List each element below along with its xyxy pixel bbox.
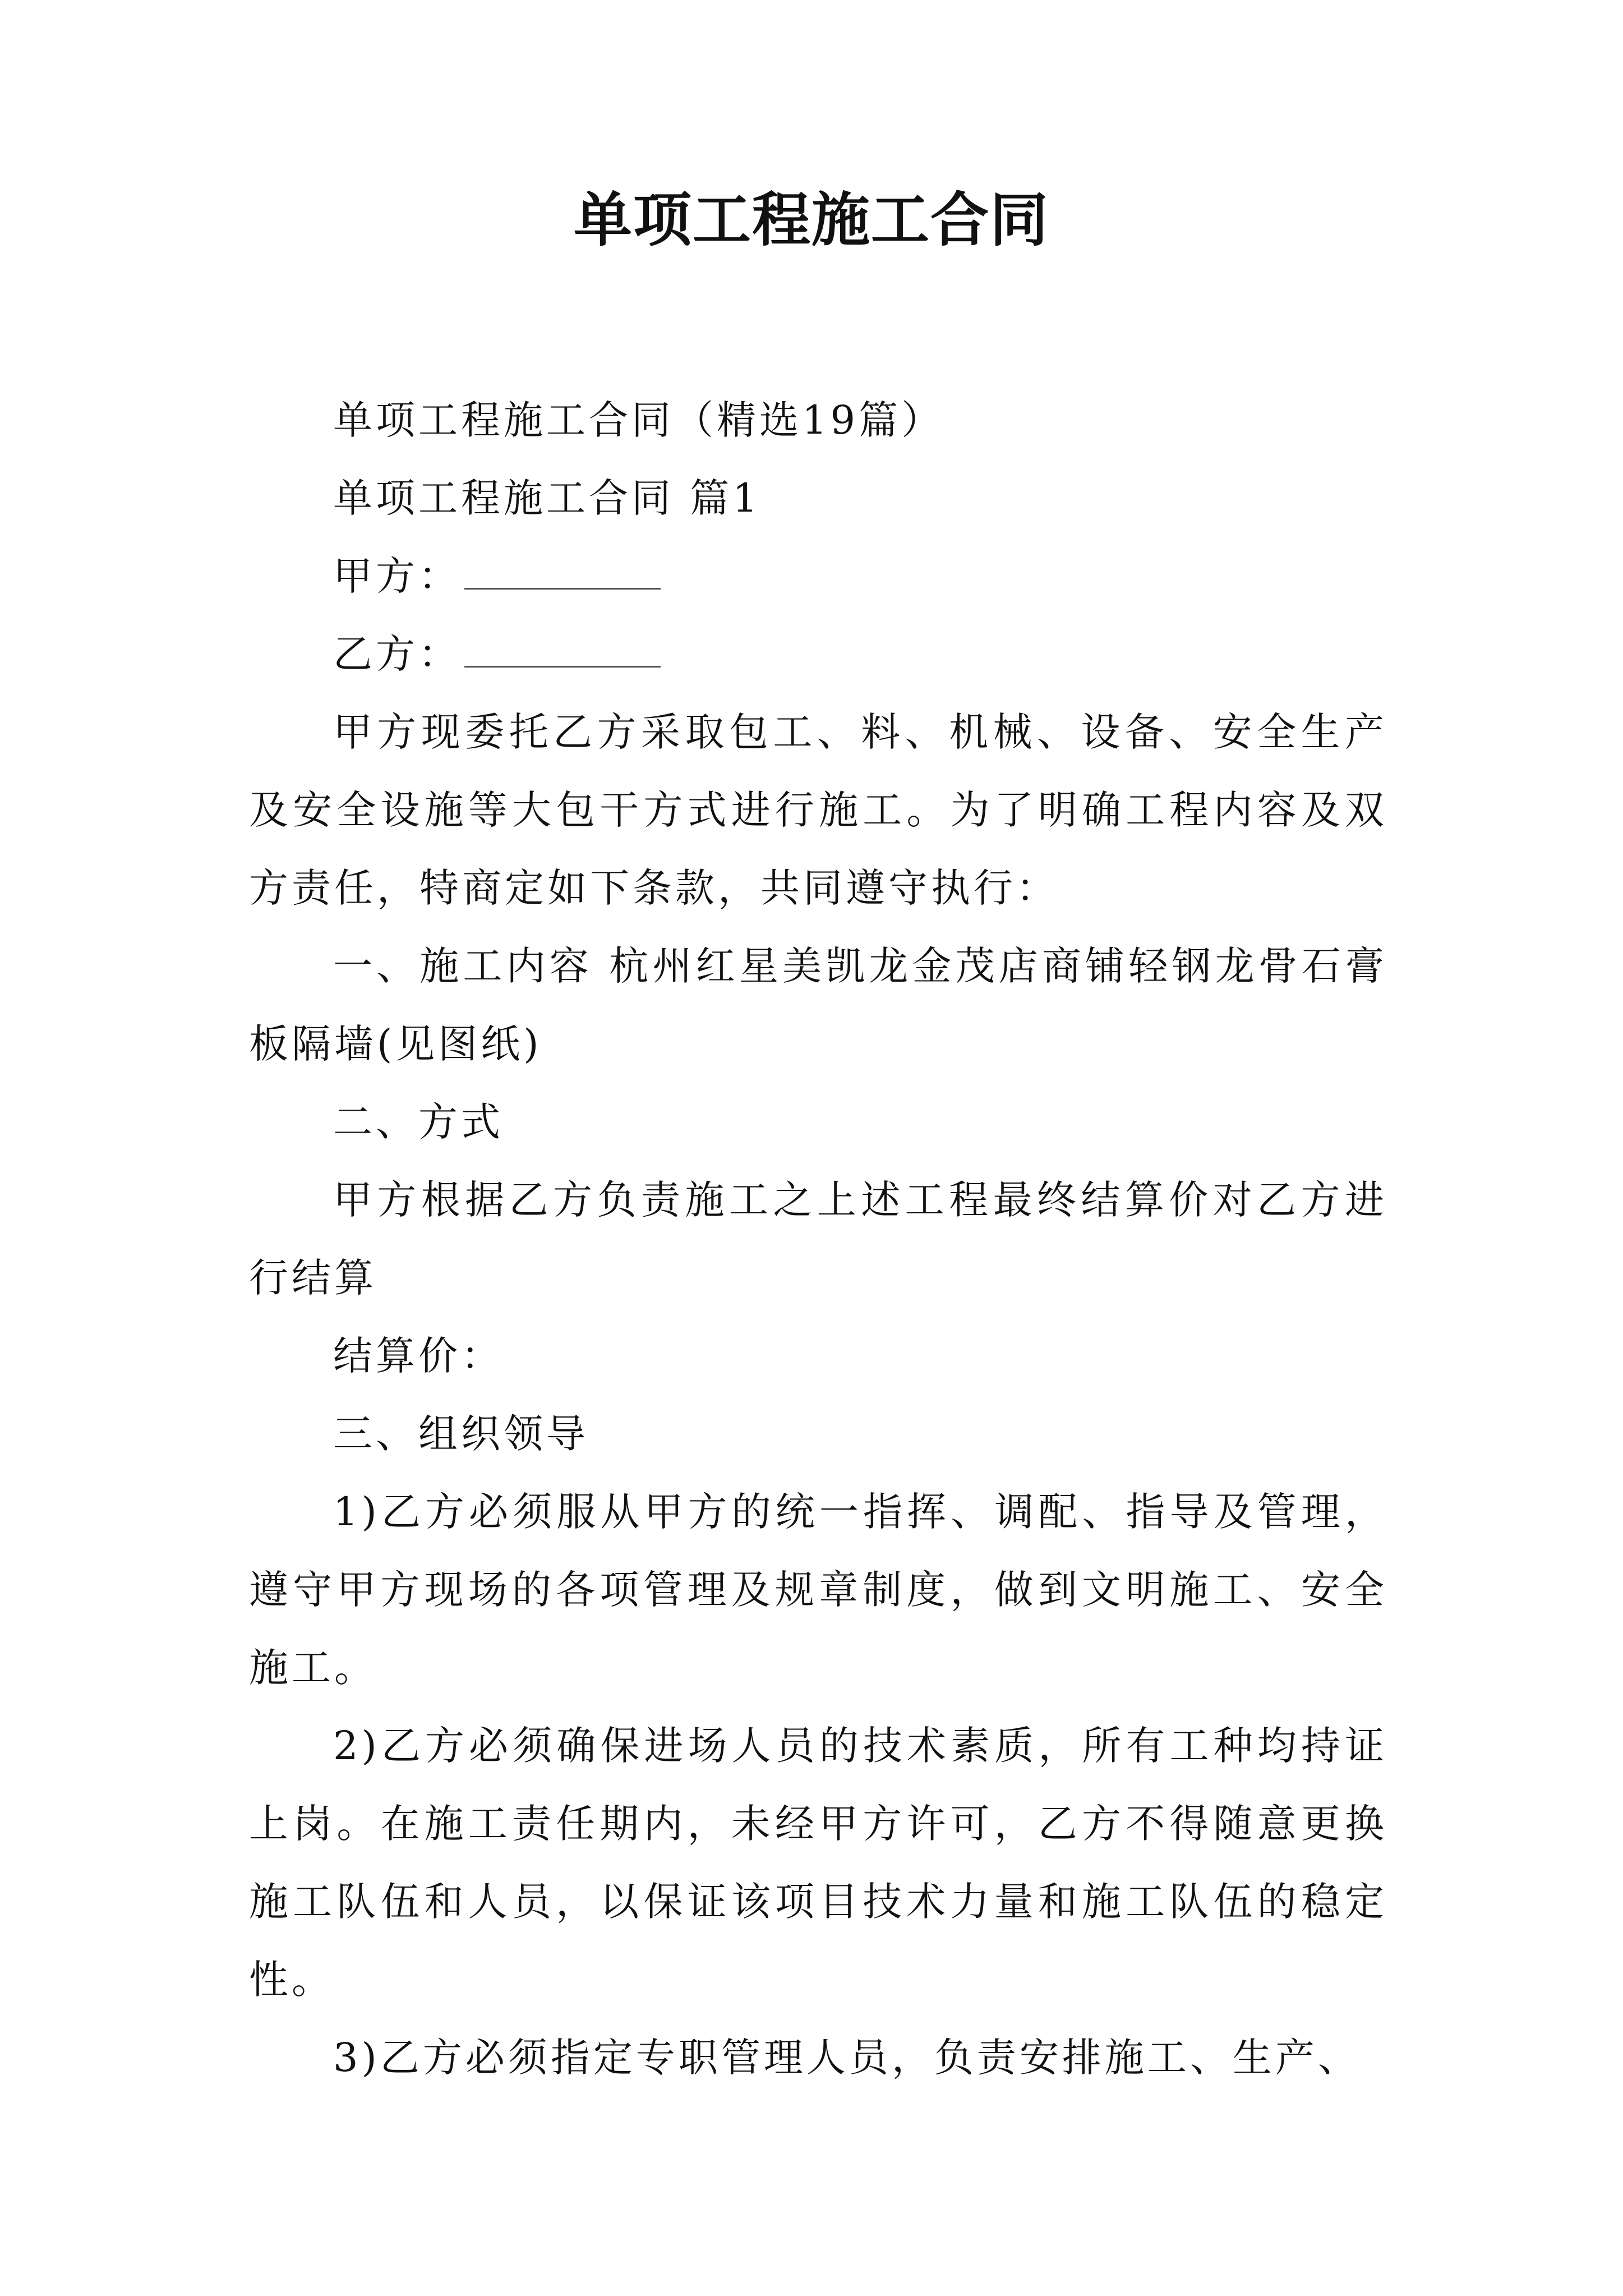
section-heading: 单项工程施工合同 篇1 <box>333 475 761 521</box>
body-paragraph: 三、组织领导 <box>333 1411 589 1457</box>
body-paragraph: 二、方式 <box>333 1099 504 1145</box>
party-b-blank <box>464 633 661 668</box>
party-a-label: 甲方： <box>333 553 461 599</box>
party-b-line <box>249 615 1387 693</box>
body-paragraph: 3)乙方必须指定专职管理人员，负责安排施工、生产、 <box>333 2035 1361 2081</box>
party-a-blank <box>464 555 661 590</box>
body-paragraph: 甲方现委托乙方采取包工、料、机械、设备、安全生产及安全设施等大包干方式进行施工。为了明确工程内容及双方责任，特商定如下条款，共同遵守执行： <box>249 709 1387 911</box>
body-paragraph: 一、施工内容 杭州红星美凯龙金茂店商铺轻钢龙骨石膏板隔墙(见图纸) <box>249 943 1387 1067</box>
body-paragraph: 1)乙方必须服从甲方的统一指挥、调配、指导及管理，遵守甲方现场的各项管理及规章制度，做到文明施工、安全施工。 <box>249 1489 1387 1691</box>
document-title: 单项工程施工合同 <box>573 185 1049 254</box>
body-paragraph: 结算价： <box>333 1333 504 1379</box>
body-paragraph: 2)乙方必须确保进场人员的技术素质，所有工种均持证上岗。在施工责任期内，未经甲方许可，乙方不得随意更换施工队伍和人员，以保证该项目技术力量和施工队伍的稳定性。 <box>249 1723 1387 2003</box>
party-b-label: 乙方： <box>333 631 461 677</box>
document-body <box>249 381 1387 2097</box>
party-a-line <box>249 537 1387 615</box>
subtitle-selection: 单项工程施工合同（精选19篇） <box>333 397 944 443</box>
body-paragraph: 甲方根据乙方负责施工之上述工程最终结算价对乙方进行结算 <box>249 1177 1387 1301</box>
